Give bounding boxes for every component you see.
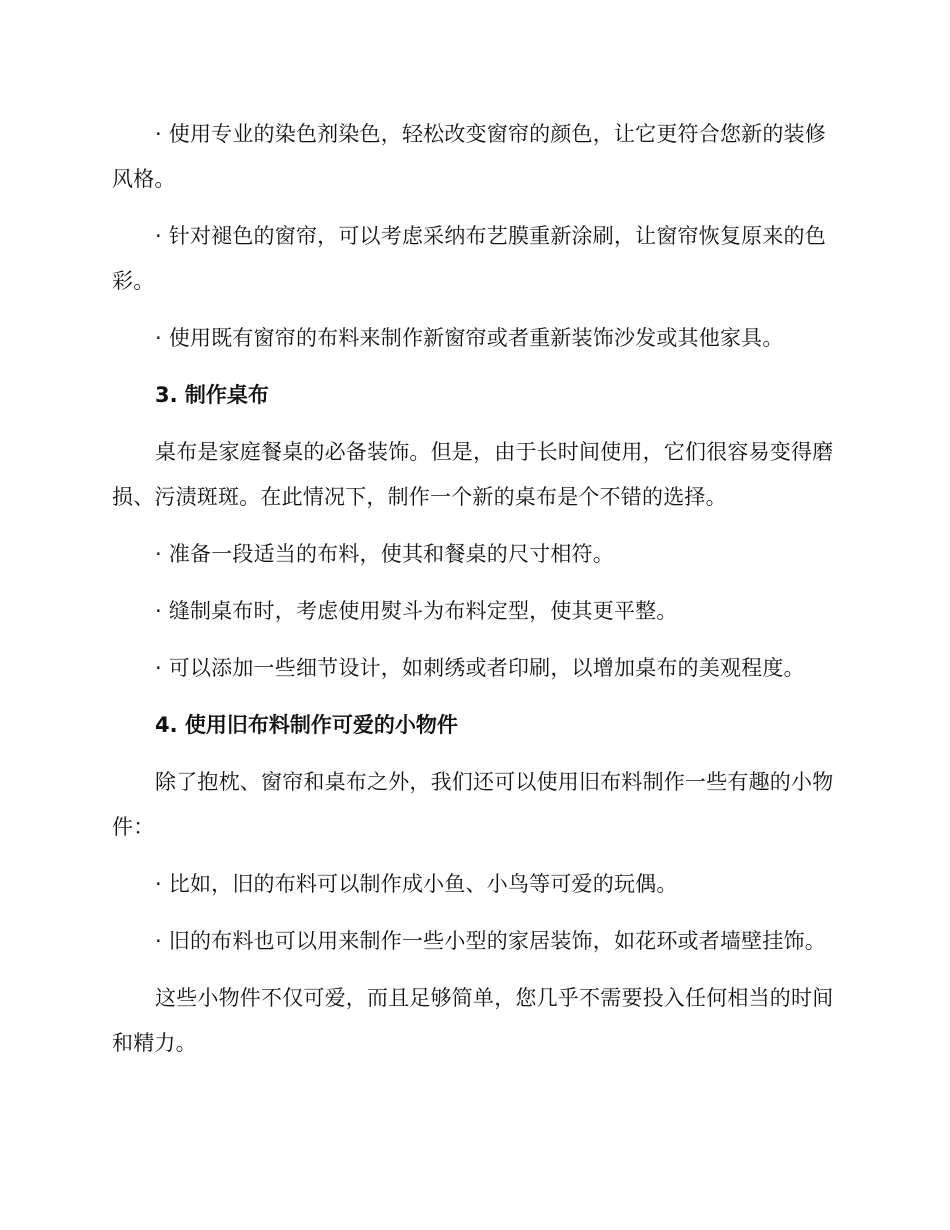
bullet-home-decor: · 旧的布料也可以用来制作一些小型的家居装饰，如花环或者墙壁挂饰。 bbox=[155, 929, 826, 953]
paragraph-conclusion: 这些小物件不仅可爱，而且足够简单，您几乎不需要投入任何相当的时间和精力。 bbox=[112, 986, 834, 1055]
bullet-dye-curtains: · 使用专业的染色剂染色，轻松改变窗帘的颜色，让它更符合您新的装修风格。 bbox=[112, 122, 826, 191]
document-page bbox=[112, 112, 834, 1078]
paragraph-small-items-intro: 除了抱枕、窗帘和桌布之外，我们还可以使用旧布料制作一些有趣的小物件： bbox=[112, 770, 834, 839]
section-heading-small-items: 4. 使用旧布料制作可爱的小物件 bbox=[155, 713, 458, 737]
bullet-prepare-fabric: · 准备一段适当的布料，使其和餐桌的尺寸相符。 bbox=[155, 542, 614, 566]
section-heading-tablecloth: 3. 制作桌布 bbox=[155, 383, 269, 407]
bullet-iron-fabric: · 缝制桌布时，考虑使用熨斗为布料定型，使其更平整。 bbox=[155, 599, 678, 623]
paragraph-tablecloth-intro: 桌布是家庭餐桌的必备装饰。但是，由于长时间使用，它们很容易变得磨损、污渍斑斑。在此情况下，制作一个新的桌布是个不错的选择。 bbox=[112, 440, 834, 509]
bullet-faded-curtains: · 针对褪色的窗帘，可以考虑采纳布艺膜重新涂刷，让窗帘恢复原来的色彩。 bbox=[112, 224, 826, 293]
bullet-add-details: · 可以添加一些细节设计，如刺绣或者印刷，以增加桌布的美观程度。 bbox=[155, 656, 805, 680]
bullet-toys: · 比如，旧的布料可以制作成小鱼、小鸟等可爱的玩偶。 bbox=[155, 872, 678, 896]
bullet-reuse-curtain-fabric: · 使用既有窗帘的布料来制作新窗帘或者重新装饰沙发或其他家具。 bbox=[155, 326, 784, 350]
